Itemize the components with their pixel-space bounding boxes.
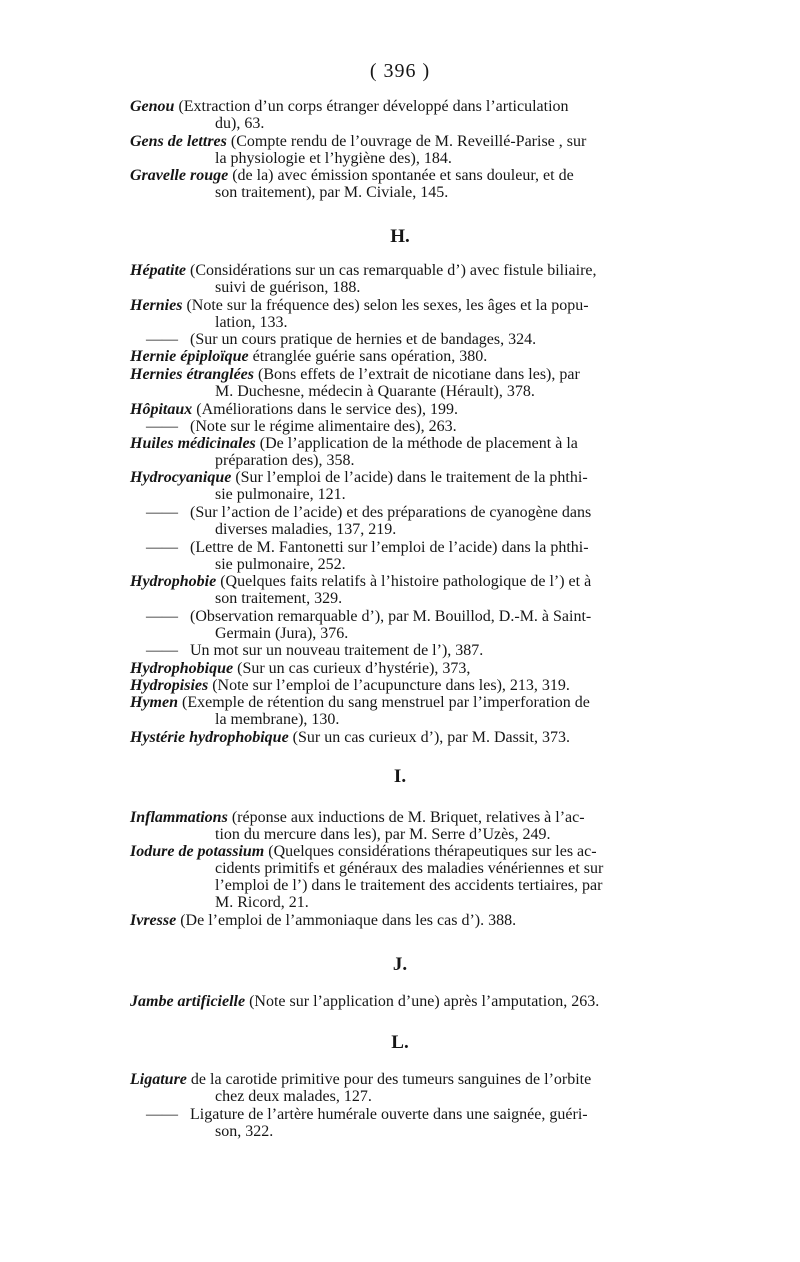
index-entry: Hystérie hydrophobique (Sur un cas curieux d’), par M. Dassit, 373. [130,729,570,746]
index-entry: Hôpitaux (Améliorations dans le service des), 199. [130,401,458,418]
index-entry: —— (Sur l’action de l’acide) et des préparations de cyanogène dans diverses maladies, 137, 219. [146,504,592,538]
section-letter: J. [392,954,408,975]
index-entry: Hernies (Note sur la fréquence des) selon les sexes, les âges et la popu- lation, 133. [130,297,589,331]
index-entry: Ligature de la carotide primitive pour des tumeurs sanguines de l’orbite chez deux malades, 127. [130,1071,592,1105]
index-entry: —— (Lettre de M. Fantonetti sur l’emploi de l’acide) dans la phthi- sie pulmonaire, 252. [146,539,589,573]
index-entry: Hydrocyanique (Sur l’emploi de l’acide) dans le traitement de la phthi- sie pulmonaire, 121. [130,469,588,503]
index-entry: Hydropisies (Note sur l’emploi de l’acupuncture dans les), 213, 319. [130,677,570,694]
index-entry: Hernies étranglées (Bons effets de l’extrait de nicotiane dans les), par M. Duchesne, médecin à Quarante (Hérault), 378. [130,366,580,400]
index-entry: Genou (Extraction d’un corps étranger développé dans l’articulation du), 63. [130,98,569,132]
index-entry: Iodure de potassium (Quelques considérations thérapeutiques sur les ac- cidents primitifs et généraux des maladies vénériennes et sur l’emploi de l’) dans le traitement des accidents tertiaires, par M. Ricord, 21. [130,843,604,911]
index-entry: —— (Sur un cours pratique de hernies et de bandages, 324. [146,331,537,348]
section-letter: L. [391,1032,409,1053]
index-entry: Jambe artificielle (Note sur l’application d’une) après l’amputation, 263. [130,993,600,1010]
index-entry: —— Ligature de l’artère humérale ouverte dans une saignée, guéri- son, 322. [146,1106,588,1140]
section-letter: I. [393,766,407,787]
index-entry: Huiles médicinales (De l’application de la méthode de placement à la préparation des), 358. [130,435,578,469]
index-entry: Hydrophobie (Quelques faits relatifs à l’histoire pathologique de l’) et à son traitement, 329. [130,573,592,607]
index-entry: Ivresse (De l’emploi de l’ammoniaque dans les cas d’). 388. [130,912,517,929]
index-entry: —— Un mot sur un nouveau traitement de l’), 387. [146,642,484,659]
index-entry: Gravelle rouge (de la) avec émission spontanée et sans douleur, et de son traitement), par M. Civiale, 145. [130,167,574,201]
section-letter: H. [390,226,410,247]
index-entry: —— (Note sur le régime alimentaire des), 263. [146,418,457,435]
index-entry: Hernie épiploïque étranglée guérie sans opération, 380. [130,348,488,365]
index-entry: Hymen (Exemple de rétention du sang menstruel par l’imperforation de la membrane), 130. [130,694,590,728]
page-number: ( 396 ) [369,60,431,82]
index-entry: Inflammations (réponse aux inductions de M. Briquet, relatives à l’ac- tion du mercure dans les), par M. Serre d’Uzès, 249. [130,809,585,843]
index-entry: Hépatite (Considérations sur un cas remarquable d’) avec fistule biliaire, suivi de guérison, 188. [130,262,597,296]
index-entry: —— (Observation remarquable d’), par M. Bouillod, D.-M. à Saint- Germain (Jura), 376. [146,608,592,642]
index-entry: Hydrophobique (Sur un cas curieux d’hystérie), 373, [130,660,471,677]
index-entry: Gens de lettres (Compte rendu de l’ouvrage de M. Reveillé-Parise , sur la physiologie et l’hygiène des), 184. [130,133,587,167]
